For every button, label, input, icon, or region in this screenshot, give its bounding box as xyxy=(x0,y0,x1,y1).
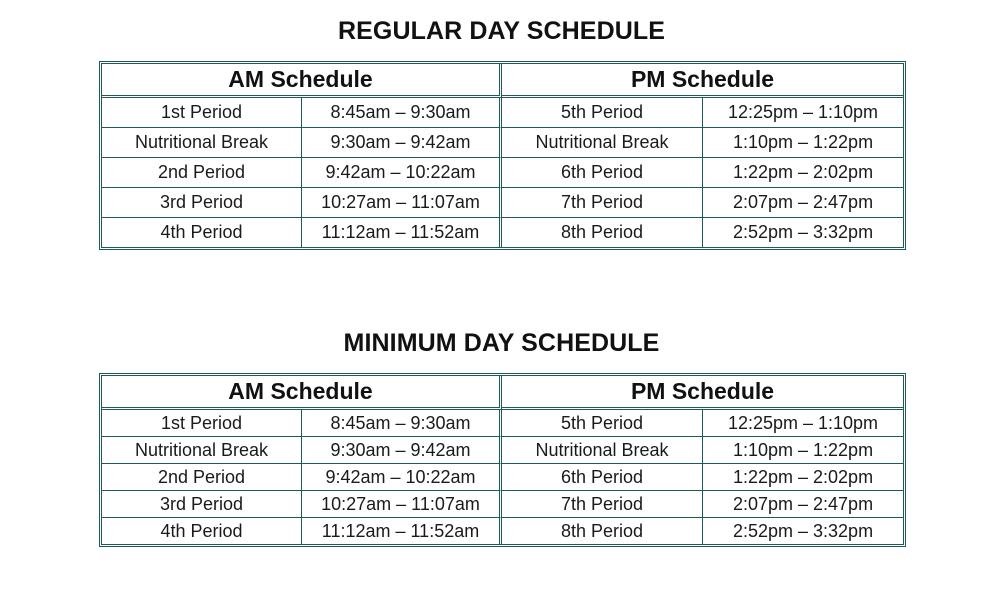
table-row xyxy=(102,128,903,158)
am-period-cell: 4th Period xyxy=(102,218,302,247)
pm-schedule-header: PM Schedule xyxy=(502,64,903,98)
am-period-cell: 3rd Period xyxy=(102,188,302,218)
pm-time-cell: 1:10pm – 1:22pm xyxy=(703,437,903,464)
pm-period-cell: 7th Period xyxy=(502,188,703,218)
regular-day-table xyxy=(99,61,906,250)
am-time-cell: 10:27am – 11:07am xyxy=(302,491,502,518)
pm-period-cell: 6th Period xyxy=(502,158,703,188)
table-row xyxy=(102,158,903,188)
table-row xyxy=(102,437,903,464)
table-row xyxy=(102,218,903,247)
pm-time-cell: 1:22pm – 2:02pm xyxy=(703,464,903,491)
pm-time-cell: 12:25pm – 1:10pm xyxy=(703,98,903,128)
pm-period-cell: 8th Period xyxy=(502,218,703,247)
pm-period-cell: 6th Period xyxy=(502,464,703,491)
am-schedule-header: AM Schedule xyxy=(102,376,502,410)
table-row xyxy=(102,518,903,544)
am-period-cell: 1st Period xyxy=(102,98,302,128)
am-time-cell: 9:30am – 9:42am xyxy=(302,128,502,158)
pm-time-cell: 2:07pm – 2:47pm xyxy=(703,188,903,218)
am-time-cell: 11:12am – 11:52am xyxy=(302,518,502,544)
am-period-cell: Nutritional Break xyxy=(102,437,302,464)
minimum-day-section xyxy=(0,326,1003,541)
am-period-cell: 2nd Period xyxy=(102,158,302,188)
pm-schedule-header: PM Schedule xyxy=(502,376,903,410)
minimum-day-title: MINIMUM DAY SCHEDULE xyxy=(343,329,660,357)
table-header-row xyxy=(102,64,903,98)
am-time-cell: 9:42am – 10:22am xyxy=(302,158,502,188)
table-row xyxy=(102,491,903,518)
table-row xyxy=(102,410,903,437)
am-period-cell: 3rd Period xyxy=(102,491,302,518)
am-time-cell: 9:42am – 10:22am xyxy=(302,464,502,491)
minimum-day-table xyxy=(99,373,906,547)
pm-time-cell: 2:52pm – 3:32pm xyxy=(732,222,874,242)
am-period-cell: 4th Period xyxy=(102,518,302,544)
table-header-row xyxy=(102,376,903,410)
pm-period-cell: 5th Period xyxy=(502,410,703,437)
pm-time-cell: 2:07pm – 2:47pm xyxy=(703,491,903,518)
am-period-cell: Nutritional Break xyxy=(102,128,302,158)
am-time-cell: 10:27am – 11:07am xyxy=(302,188,502,218)
am-time-cell: 8:45am – 9:30am xyxy=(302,98,502,128)
pm-period-cell: 8th Period xyxy=(502,518,703,544)
am-time-cell: 9:30am – 9:42am xyxy=(302,437,502,464)
pm-time-cell: 12:25pm – 1:10pm xyxy=(703,410,903,437)
pm-period-cell: 7th Period xyxy=(502,491,703,518)
pm-time-cell: 2:52pm – 3:32pm xyxy=(732,520,874,541)
pm-period-cell: 5th Period xyxy=(502,98,703,128)
pm-period-cell: Nutritional Break xyxy=(502,128,703,158)
am-schedule-header: AM Schedule xyxy=(102,64,502,98)
pm-time-cell: 1:10pm – 1:22pm xyxy=(703,128,903,158)
regular-day-section xyxy=(0,14,1003,242)
table-row xyxy=(102,98,903,128)
table-row xyxy=(102,464,903,491)
am-period-cell: 2nd Period xyxy=(102,464,302,491)
table-row xyxy=(102,188,903,218)
am-time-cell: 8:45am – 9:30am xyxy=(302,410,502,437)
pm-time-cell: 1:22pm – 2:02pm xyxy=(703,158,903,188)
am-period-cell: 1st Period xyxy=(102,410,302,437)
regular-day-title: REGULAR DAY SCHEDULE xyxy=(337,17,666,45)
am-time-cell: 11:12am – 11:52am xyxy=(302,218,502,247)
pm-period-cell: Nutritional Break xyxy=(502,437,703,464)
